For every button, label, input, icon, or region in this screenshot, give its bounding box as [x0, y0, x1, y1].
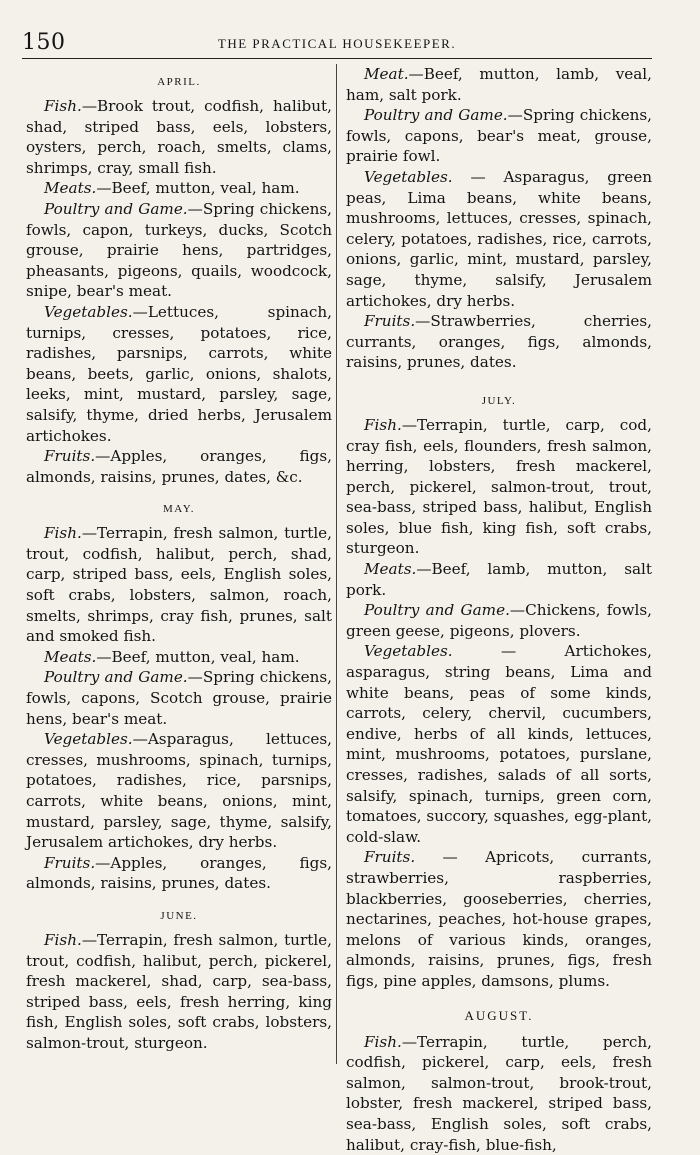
july-meats-entry: [346, 559, 652, 600]
april-fish-entry: [26, 96, 332, 178]
entry-label: Meats.: [44, 647, 97, 666]
entry-label: Poultry and Game.: [364, 601, 510, 620]
july-fish-entry: [346, 415, 652, 559]
page-number: 150: [22, 30, 66, 55]
entry-label: Poultry and Game.: [44, 199, 188, 218]
month-heading-april: APRIL.: [157, 76, 201, 88]
entry-text: —Strawberries, cherries, currants, oranges, figs, almonds, raisins, prunes, dates.: [346, 312, 652, 372]
entry-label: Vegetables.: [364, 642, 453, 661]
entry-label: Fish.: [364, 1032, 402, 1051]
entry-label: Fish.: [364, 415, 402, 434]
entry-text: — Asparagus, green peas, Lima beans, white beans, mushrooms, lettuces, cresses, spinach, celery, potatoes, radishes, rice, carrots, onions, garlic, mint, mustard, parsley, sage, thyme, salsify, Jerusalem artichokes, dry herbs.: [346, 167, 652, 310]
june-vegetables-entry: [346, 167, 652, 311]
entry-text: —Lettuces, spinach, turnips, cresses, potatoes, rice, radishes, parsnips, carrots, white beans, beets, garlic, onions, shalots, leeks, mint, mustard, parsley, sage, salsify, thyme, dried herbs, Jerusalem artichokes.: [26, 302, 332, 445]
entry-text: —Beef, mutton, veal, ham.: [96, 179, 300, 198]
entry-text: — Artichokes, asparagus, string beans, Lima and white beans, peas of some kinds, carrots, celery, chervil, cucumbers, endive, herbs of all kinds, lettuces, mint, mushrooms, potatoes, purslane, cresses, radishes, salads of all sorts, salsify, spinach, turnips, green corn, tomatoes, succory, squashes, egg-plant, cold-slaw.: [346, 642, 652, 846]
entry-label: Fish.: [44, 97, 82, 115]
july-poultry-entry: [346, 600, 652, 641]
june-fruits-entry: [346, 311, 652, 373]
left-column: [26, 64, 332, 1054]
entry-label: Fish.: [44, 930, 82, 949]
column-divider: [336, 64, 337, 1064]
april-fruits-entry: [26, 446, 332, 487]
may-poultry-entry: [26, 667, 332, 729]
entry-label: Fruits.: [44, 853, 96, 872]
running-title: THE PRACTICAL HOUSEKEEPER.: [217, 36, 457, 51]
april-poultry-entry: [26, 199, 332, 302]
entry-label: Meats.: [44, 179, 97, 198]
may-fruits-entry: [26, 853, 332, 894]
month-heading-may: MAY.: [163, 503, 195, 516]
entry-label: Vegetables.: [44, 302, 133, 321]
june-poultry-entry: [346, 105, 652, 167]
month-heading-july: JULY.: [481, 394, 517, 407]
entry-text: — Apricots, currants, strawberries, raspberries, blackberries, gooseberries, cherries, nectarines, peaches, hot-house grapes, melons of various kinds, oranges, almonds, raisins, prunes, figs, fresh figs, pine apples, damsons, plums.: [346, 848, 652, 990]
entry-text: —Chickens, fowls, green geese, pigeons, plovers.: [346, 601, 652, 640]
entry-label: Fruits.: [44, 447, 96, 466]
entry-label: Fruits.: [364, 848, 416, 867]
entry-text: —Beef, mutton, lamb, veal, ham, salt pork.: [346, 65, 652, 104]
month-heading-june: JUNE.: [160, 909, 198, 922]
april-vegetables-entry: [26, 302, 332, 446]
entry-text: —Spring chickens, fowls, capons, Scotch grouse, prairie hens, bear's meat.: [26, 668, 332, 728]
entry-label: Vegetables.: [44, 730, 133, 749]
entry-text: —Brook trout, codfish, halibut, shad, striped bass, eels, lobsters, oysters, perch, roach, smelts, clams, shrimps, cray, small fish.: [26, 97, 332, 177]
entry-text: —Apples, oranges, figs, almonds, raisins, prunes, dates.: [26, 853, 332, 893]
entry-text: —Terrapin, turtle, carp, cod, cray fish, eels, flounders, fresh salmon, herring, lobsters, fresh mackerel, perch, pickerel, salmon-trout, trout, sea-bass, striped bass, halibut, English soles, blue fish, king fish, soft crabs, sturgeon.: [346, 415, 652, 558]
entry-text: —Terrapin, fresh salmon, turtle, trout, codfish, halibut, perch, pickerel, fresh mackerel, shad, carp, sea-bass, striped bass, eels, fresh herring, king fish, English soles, soft crabs, lobsters, salmon-trout, sturgeon.: [26, 930, 332, 1052]
entry-text: —Spring chickens, fowls, capon, turkeys, ducks, Scotch grouse, prairie hens, partridges, pheasants, pigeons, quails, woodcock, snipe, bear's meat.: [26, 199, 332, 301]
april-meats-entry: [26, 178, 332, 199]
entry-label: Poultry and Game.: [44, 668, 188, 687]
entry-label: Vegetables.: [364, 167, 453, 186]
entry-text: —Spring chickens, fowls, capons, bear's meat, grouse, prairie fowl.: [346, 106, 652, 166]
may-fish-entry: [26, 523, 332, 647]
month-heading-august: AUGUST.: [464, 1007, 534, 1023]
entry-text: —Beef, lamb, mutton, salt pork.: [346, 560, 652, 599]
entry-text: —Asparagus, lettuces, cresses, mushrooms, spinach, turnips, potatoes, radishes, rice, parsnips, carrots, white beans, onions, mint, mustard, parsley, sage, thyme, salsify, Jerusalem artichokes, dry herbs.: [26, 730, 332, 852]
page-header: [22, 30, 652, 59]
may-meats-entry: [26, 647, 332, 668]
entry-label: Fruits.: [364, 312, 416, 331]
june-fish-entry: [26, 930, 332, 1054]
july-vegetables-entry: [346, 641, 652, 847]
may-vegetables-entry: [26, 729, 332, 853]
entry-text: —Apples, oranges, figs, almonds, raisins, prunes, dates, &c.: [26, 447, 332, 486]
august-fish-entry: [346, 1032, 652, 1155]
entry-label: Fish.: [44, 524, 82, 543]
right-column: [346, 64, 652, 1155]
entry-text: —Beef, mutton, veal, ham.: [96, 647, 300, 666]
june-meat-entry: [346, 64, 652, 105]
entry-text: —Terrapin, fresh salmon, turtle, trout, codfish, halibut, perch, shad, carp, striped bass, eels, English soles, soft crabs, lobsters, salmon, roach, smelts, shrimps, cray fish, prunes, salt and smoked fish.: [26, 524, 332, 646]
july-fruits-entry: [346, 847, 652, 991]
entry-label: Poultry and Game.: [364, 106, 508, 125]
entry-text: —Terrapin, turtle, perch, codfish, pickerel, carp, eels, fresh salmon, salmon-trout, brook-trout, lobster, fresh mackerel, striped bass, sea-bass, English soles, soft crabs, halibut, cray-fish, blue-fish,: [346, 1032, 652, 1154]
entry-label: Meats.: [364, 560, 417, 579]
entry-label: Meat.: [364, 65, 409, 83]
